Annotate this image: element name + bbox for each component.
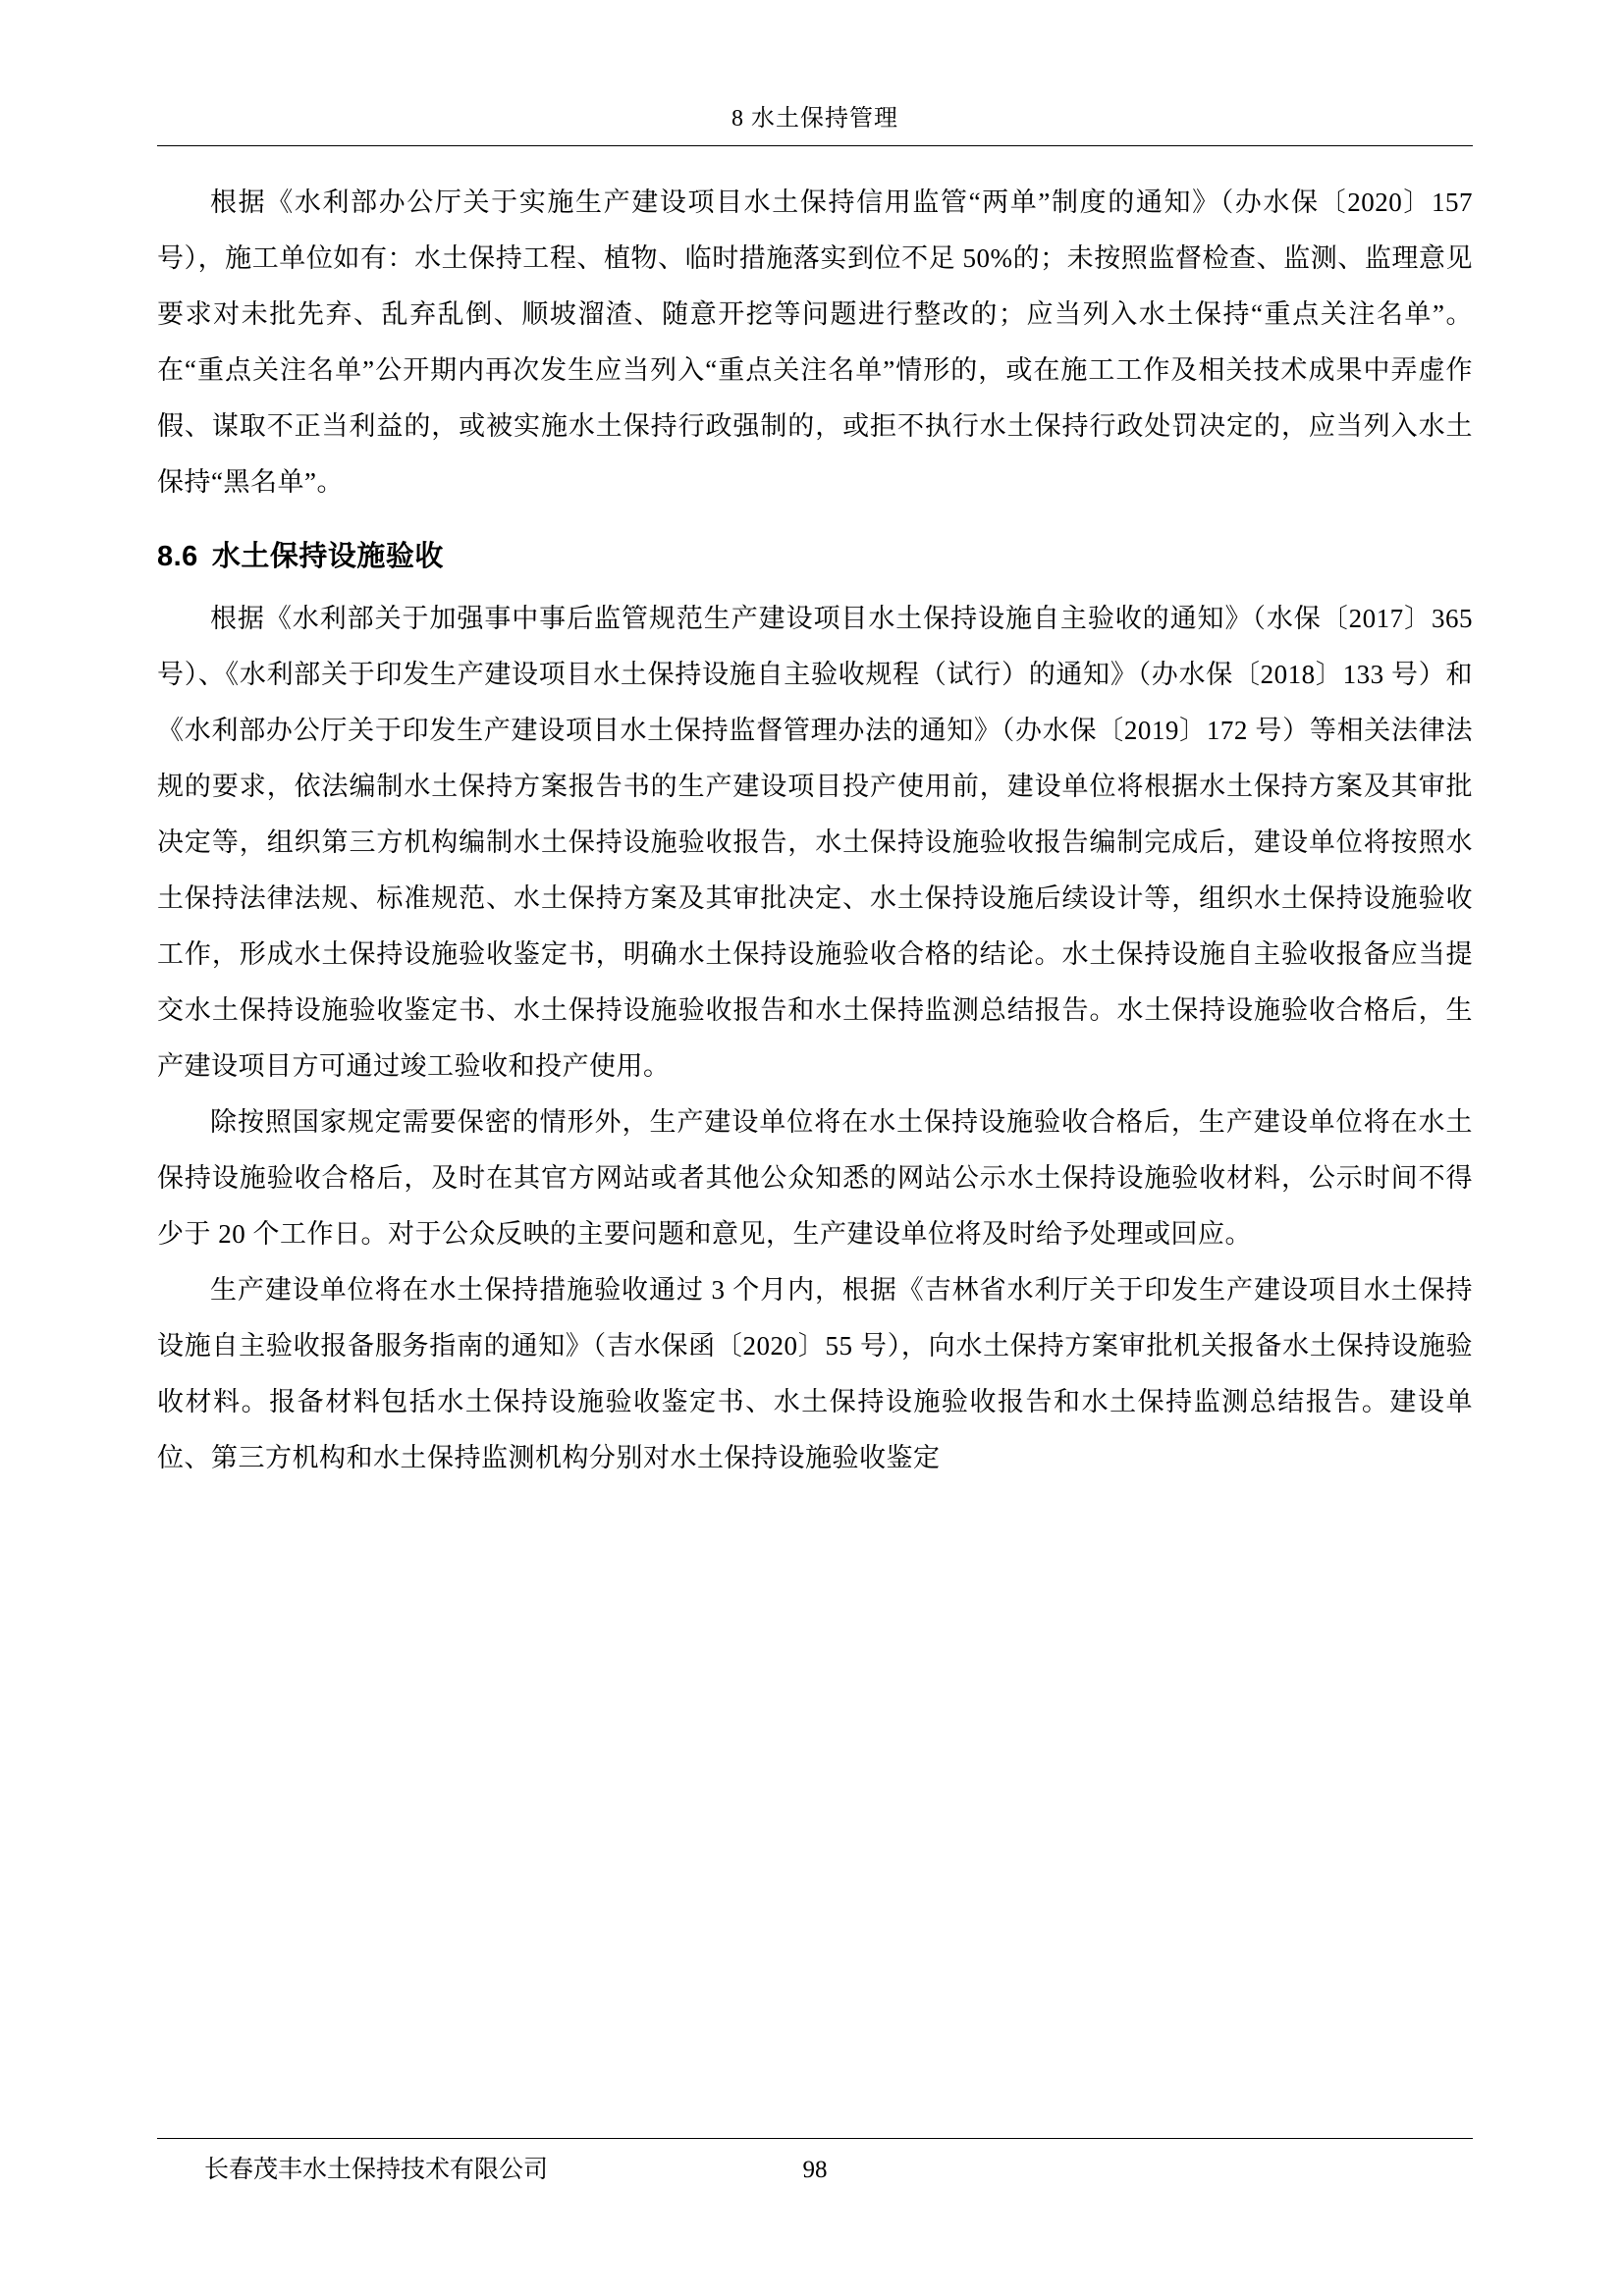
paragraph-filing: 生产建设单位将在水土保持措施验收通过 3 个月内，根据《吉林省水利厅关于印发生产建设项目水土保持设施自主验收报备服务指南的通知》（吉水保函〔2020〕55 号），向水土保持方案审批机关报备水土保持设施验收材料。报备材料包括水土保持设施验收鉴定书、水土保持设施验收报告和水土保持监测总结报告。建设单位、第三方机构和水土保持监测机构分别对水土保持设施验收鉴定 xyxy=(157,1275,1473,1472)
page-header: 8 水土保持管理 xyxy=(731,106,898,132)
footer-company: 长春茂丰水土保持技术有限公司 xyxy=(204,2157,549,2183)
page-footer xyxy=(157,2148,1473,2193)
paragraph-acceptance-basis: 根据《水利部关于加强事中事后监管规范生产建设项目水土保持设施自主验收的通知》（水保〔2017〕365 号）、《水利部关于印发生产建设项目水土保持设施自主验收规程（试行）的通知》（办水保〔2018〕133 号）和《水利部办公厅关于印发生产建设项目水土保持监督管理办法的通知》（办水保〔2019〕172 号）等相关法律法规的要求，依法编制水土保持方案报告书的生产建设项目投产使用前，建设单位将根据水土保持方案及其审批决定等，组织第三方机构编制水土保持设施验收报告，水土保持设施验收报告编制完成后，建设单位将按照水土保持法律法规、标准规范、水土保持方案及其审批决定、水土保持设施后续设计等，组织水土保持设施验收工作，形成水土保持设施验收鉴定书，明确水土保持设施验收合格的结论。水土保持设施自主验收报备应当提交水土保持设施验收鉴定书、水土保持设施验收报告和水土保持监测总结报告。水土保持设施验收合格后，生产建设项目方可通过竣工验收和投产使用。 xyxy=(157,604,1473,1081)
section-title: 水土保持设施验收 xyxy=(211,541,444,572)
paragraph-public-disclosure: 除按照国家规定需要保密的情形外，生产建设单位将在水土保持设施验收合格后，生产建设单位将在水土保持设施验收合格后，及时在其官方网站或者其他公众知悉的网站公示水土保持设施验收材料，公示时间不得少于 20 个工作日。对于公众反映的主要问题和意见，生产建设单位将及时给予处理或回应。 xyxy=(157,1107,1473,1249)
page-content xyxy=(147,0,1483,2296)
body-text xyxy=(157,175,1473,1486)
footer-divider xyxy=(157,2138,1473,2139)
paragraph-intro: 根据《水利部办公厅关于实施生产建设项目水土保持信用监管“两单”制度的通知》（办水保〔2020〕157号），施工单位如有：水土保持工程、植物、临时措施落实到位不足 50%的；未按照监督检查、监测、监理意见要求对未批先弃、乱弃乱倒、顺坡溜渣、随意开挖等问题进行整改的；应当列入水土保持“重点关注名单”。在“重点关注名单”公开期内再次发生应当列入“重点关注名单”情形的，或在施工工作及相关技术成果中弄虚作假、谋取不正当利益的，或被实施水土保持行政强制的，或拒不执行水土保持行政处罚决定的，应当列入水土保持“黑名单”。 xyxy=(157,187,1473,497)
header-divider xyxy=(157,145,1473,146)
section-number: 8.6 xyxy=(157,541,198,572)
footer-page-number: 98 xyxy=(802,2157,828,2183)
section-heading xyxy=(157,528,1473,585)
